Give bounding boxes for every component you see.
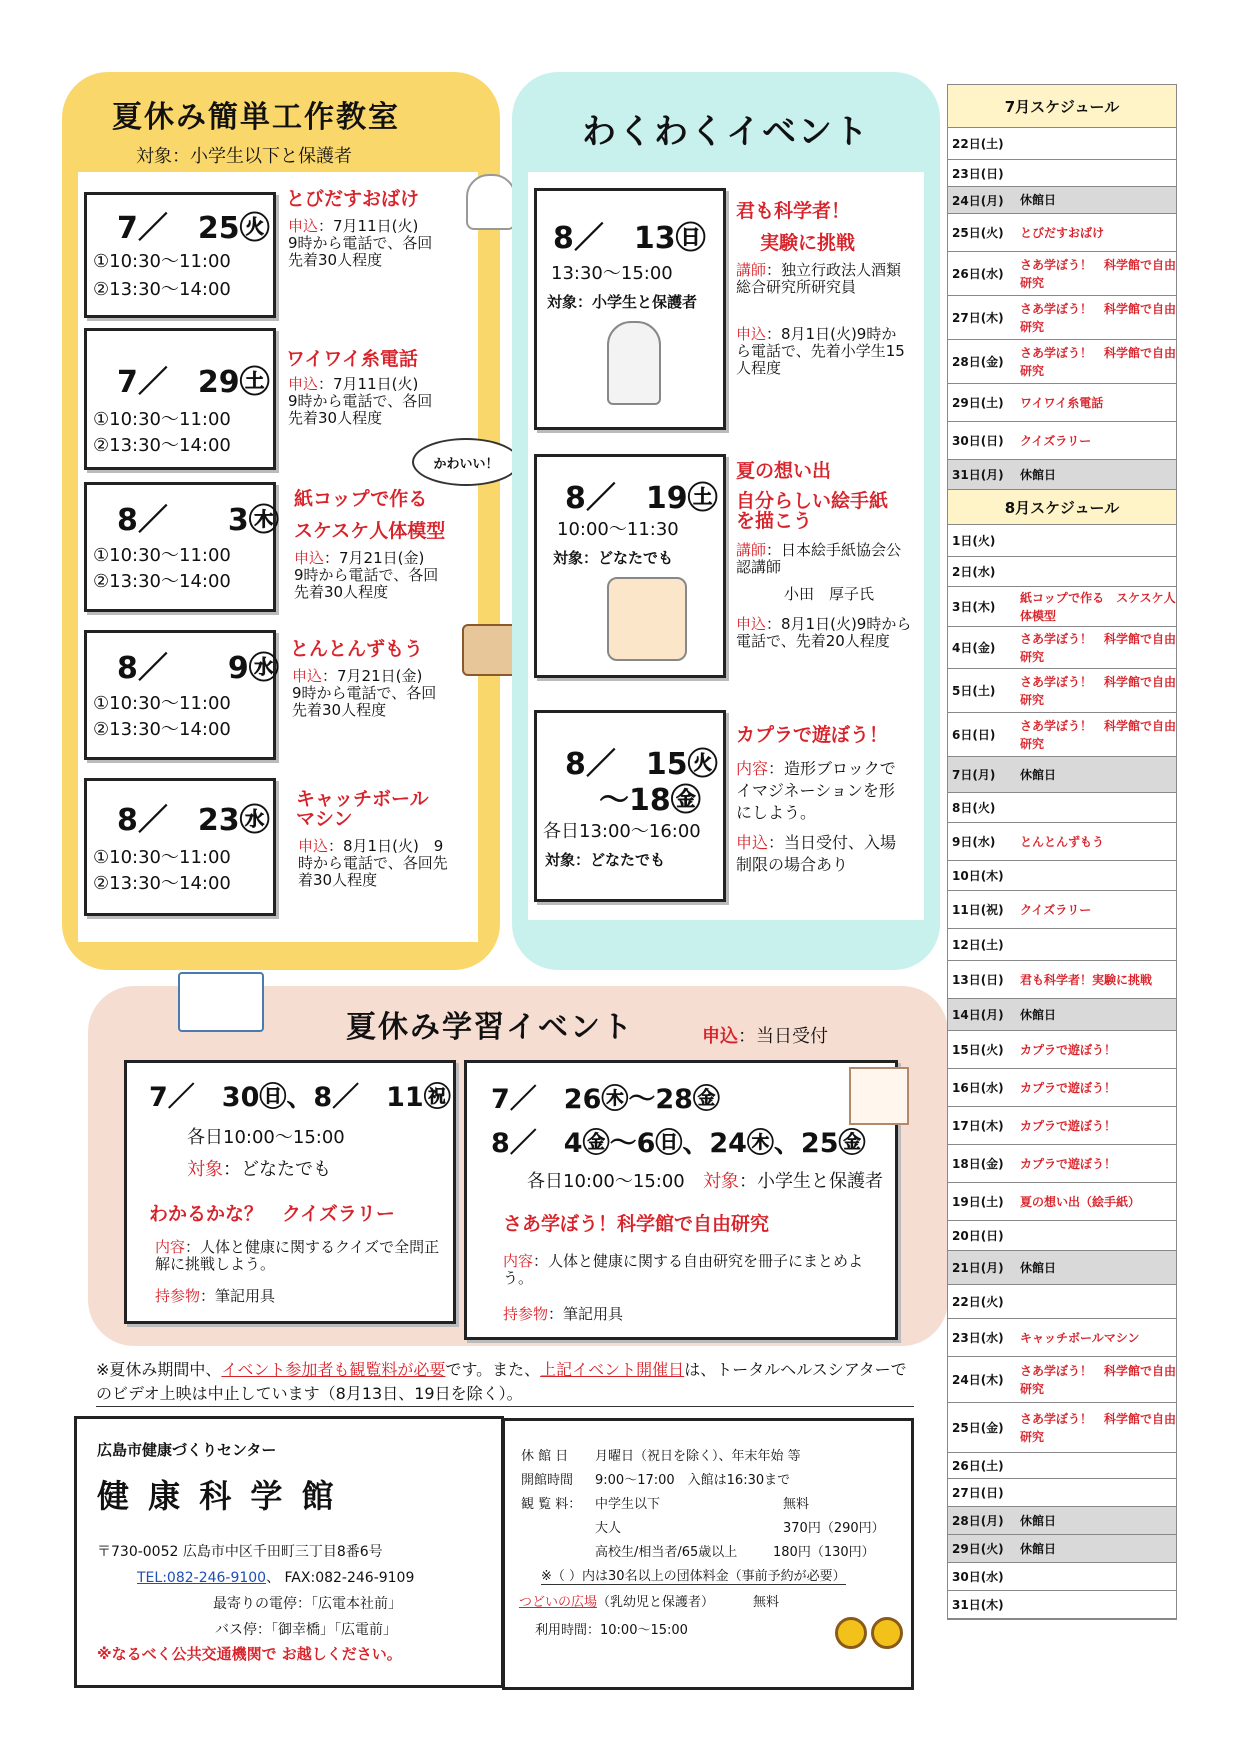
lecturer-label: 講師 <box>736 261 767 279</box>
plaza-fee: 無料 <box>753 1595 780 1610</box>
schedule-row <box>948 525 1176 557</box>
craft-slot2-4: ②13:30〜14:00 <box>93 719 231 740</box>
notice-text <box>96 1358 914 1407</box>
study-right-target-text: ：小学生と保護者 <box>739 1171 883 1192</box>
schedule-event: さあ学ぼう！ 科学館で自由研究 <box>1020 257 1176 290</box>
sunflower-icon <box>871 1617 903 1649</box>
schedule-row <box>948 587 1176 627</box>
study-right-content <box>503 1253 883 1287</box>
craft-apply-text-3: ：7月21日(金) 9時から電話で、各回先着30人程度 <box>294 549 440 601</box>
study-left-target <box>187 1155 331 1181</box>
craft-card-3 <box>84 482 279 612</box>
bring-label: 持参物 <box>503 1305 549 1323</box>
content-label: 内容 <box>155 1238 186 1256</box>
plaza-line <box>519 1591 714 1610</box>
schedule-date: 26日(水) <box>952 267 1004 281</box>
schedule-event: 休館日 <box>1020 193 1057 207</box>
craft-slot2-2: ②13:30〜14:00 <box>93 435 231 456</box>
craft-slot2-3: ②13:30〜14:00 <box>93 571 231 592</box>
schedule-event: カプラで遊ぼう！ <box>1020 1118 1117 1133</box>
study-left-target-text: ：どなたでも <box>223 1159 331 1180</box>
apply-label: 申込 <box>702 1026 738 1047</box>
craft-apply-3 <box>294 550 444 601</box>
fee-price-2: 370円（290円） <box>783 1521 885 1536</box>
schedule-date: 27日(木) <box>952 311 1004 325</box>
waku-content-text-3: ：造形ブロックでイマジネーションを形にしよう。 <box>736 759 896 822</box>
fee-label: 観 覧 料： <box>521 1497 582 1512</box>
craft-date-3: 8／ 3㊍ <box>117 503 279 538</box>
schedule-date: 24日(月) <box>952 193 1004 208</box>
schedule-event: カプラで遊ぼう！ <box>1020 1080 1117 1095</box>
study-right-date1: 7／ 26㊍〜28㊎ <box>491 1084 720 1115</box>
waku-date-1: 8／ 13㊐ <box>553 221 706 256</box>
schedule-date: 27日(日) <box>952 1486 1004 1500</box>
schedule-row <box>948 713 1176 757</box>
plaza-who: （乳幼児と保護者） <box>597 1595 715 1610</box>
waku-card-3 <box>534 710 726 902</box>
study-right-target <box>703 1167 883 1193</box>
study-card-right <box>464 1060 898 1340</box>
schedule-event: とびだすおばけ <box>1020 225 1105 240</box>
schedule-date: 24日(木) <box>952 1373 1004 1387</box>
fee-price-1: 無料 <box>783 1497 810 1512</box>
waku-date-2: 8／ 19㊏ <box>565 481 718 516</box>
schedule-date: 23日(水) <box>952 1331 1004 1345</box>
schedule-date: 6日(日) <box>952 728 996 742</box>
craft-name-2: ワイワイ糸電話 <box>286 348 418 370</box>
schedule-row <box>948 793 1176 823</box>
schedule-row <box>948 669 1176 713</box>
craft-apply-text-4: ：7月21日(金) 9時から電話で、各回先着30人程度 <box>292 667 438 719</box>
schedule-date: 30日(日) <box>952 434 1004 448</box>
schedule-event: 休館日 <box>1020 1260 1057 1275</box>
july-schedule-header: 7月スケジュール <box>948 85 1176 128</box>
bring-label: 持参物 <box>155 1287 201 1305</box>
notice-part-3: です。また、 <box>445 1360 541 1379</box>
schedule-row <box>948 1251 1176 1285</box>
schedule-row <box>948 128 1176 160</box>
fee-who-3: 高校生/相当者/65歳以上 <box>595 1545 738 1560</box>
schedule-row <box>948 422 1176 460</box>
craft-card-5 <box>84 778 276 916</box>
waku-date-3: 8／ 15㊋ <box>565 747 718 782</box>
address: 〒730-0052 広島市中区千田町三丁目8番6号 <box>97 1544 383 1560</box>
schedule-event: キャッチボールマシン <box>1020 1330 1140 1345</box>
craft-name-4: とんとんずもう <box>290 638 424 660</box>
schedule-date: 4日(金) <box>952 641 996 655</box>
speech-bubble: かわいい！ <box>412 438 520 486</box>
schedule-row <box>948 1145 1176 1183</box>
craft-slot1-4: ①10:30〜11:00 <box>93 693 231 714</box>
study-left-content-text: ：人体と健康に関するクイズで全問正解に挑戦しよう。 <box>155 1238 440 1273</box>
schedule-event: カプラで遊ぼう！ <box>1020 1156 1117 1171</box>
schedule-date: 5日(土) <box>952 684 996 698</box>
schedule-row <box>948 1591 1176 1619</box>
schedule-row <box>948 929 1176 961</box>
fee-who-2: 大人 <box>595 1521 622 1536</box>
schedule-row <box>948 1535 1176 1563</box>
apply-label: 申込 <box>288 375 319 393</box>
schedule-date: 25日(金) <box>952 1421 1004 1435</box>
scientist-icon <box>607 321 661 405</box>
study-right-bring <box>503 1303 623 1324</box>
schedule-row <box>948 1357 1176 1403</box>
schedule-date: 17日(木) <box>952 1119 1004 1133</box>
schedule-date: 10日(木) <box>952 869 1004 883</box>
schedule-event: 紙コップで作る スケスケ人体模型 <box>1020 590 1176 623</box>
schedule-event: 休館日 <box>1020 1541 1057 1556</box>
schedule-date: 30日(水) <box>952 1570 1004 1584</box>
craft-apply-1 <box>288 218 438 269</box>
apply-label: 申込 <box>736 615 767 633</box>
schedule-event: 休館日 <box>1020 467 1057 482</box>
schedule-row <box>948 961 1176 999</box>
schedule-row <box>948 557 1176 587</box>
craft-slot1-3: ①10:30〜11:00 <box>93 545 231 566</box>
apply-label: 申込 <box>298 837 329 855</box>
schedule-row <box>948 1403 1176 1453</box>
apply-label: 申込 <box>292 667 323 685</box>
craft-section-title: 夏休み簡単工作教室 <box>112 100 400 135</box>
schedule-date: 11日(祝) <box>952 903 1004 917</box>
study-right-content-text: ：人体と健康に関する自由研究を冊子にまとめよう。 <box>503 1252 864 1287</box>
waku-card-2 <box>534 454 726 678</box>
schedule-date: 2日(水) <box>952 565 996 579</box>
waku-card-1 <box>534 188 726 430</box>
waku-time-2: 10:00〜11:30 <box>557 519 679 540</box>
fax: 、 FAX:082-246-9109 <box>266 1570 415 1586</box>
schedule-event: 君も科学者！実験に挑戦 <box>1020 972 1153 987</box>
schedule-date: 22日(火) <box>952 1295 1004 1309</box>
craft-card-4 <box>84 630 279 760</box>
schedule-row <box>948 823 1176 861</box>
craft-slot1-2: ①10:30〜11:00 <box>93 409 231 430</box>
schedule-event: さあ学ぼう！ 科学館で自由研究 <box>1020 301 1176 334</box>
schedule-row <box>948 296 1176 340</box>
craft-date-2: 7／ 29㊏ <box>117 365 270 400</box>
plaza-time: 利用時間：10:00〜15:00 <box>535 1623 688 1638</box>
contact-line <box>137 1567 414 1587</box>
schedule-event: クイズラリー <box>1020 902 1092 917</box>
craft-name-1: とびだすおばけ <box>286 188 420 210</box>
waku-name-3: カプラで遊ぼう！ <box>736 724 889 746</box>
waku-content-3 <box>736 758 906 824</box>
study-left-content <box>155 1239 445 1273</box>
schedule-event: ワイワイ糸電話 <box>1020 395 1104 410</box>
craft-slot1-5: ①10:30〜11:00 <box>93 847 231 868</box>
july-schedule-rows <box>948 128 1176 490</box>
schedule-date: 15日(火) <box>952 1043 1004 1057</box>
schedule-row <box>948 460 1176 490</box>
study-right-name: さあ学ぼう！科学館で自由研究 <box>503 1213 770 1235</box>
schedule-date: 25日(火) <box>952 226 1004 240</box>
book-icon <box>178 972 264 1032</box>
craft-date-1: 7／ 25㊋ <box>117 211 270 246</box>
visit-info-box <box>502 1418 914 1690</box>
schedule-row <box>948 1319 1176 1357</box>
waku-apply-2 <box>736 616 916 650</box>
craft-apply-4 <box>292 668 442 719</box>
transit-note: ※なるべく公共交通機関で お越しください。 <box>97 1645 402 1663</box>
target-label: 対象 <box>187 1159 223 1180</box>
waku-apply-text-2: ：8月1日(火)9時から電話で、先着20人程度 <box>736 615 912 650</box>
target-label: 対象 <box>703 1171 739 1192</box>
waku-target-2: 対象：どなたでも <box>553 549 674 567</box>
craft-name-3b: スケスケ人体模型 <box>294 520 446 542</box>
schedule-row <box>948 1479 1176 1507</box>
schedule-event: とんとんずもう <box>1020 834 1105 849</box>
fee-price-3: 180円（130円） <box>773 1545 875 1560</box>
study-apply-text: ：当日受付 <box>738 1026 828 1047</box>
craft-slot2-5: ②13:30〜14:00 <box>93 873 231 894</box>
schedule-event: さあ学ぼう！ 科学館で自由研究 <box>1020 631 1176 664</box>
schedule-row <box>948 891 1176 929</box>
craft-name-5b: マシン <box>296 808 353 830</box>
painting-boy-icon <box>607 577 687 661</box>
waku-name-2: 夏の想い出 <box>736 460 832 482</box>
craft-card-1 <box>84 192 276 318</box>
lecturer-label: 講師 <box>736 541 767 559</box>
schedule-row <box>948 1107 1176 1145</box>
schedule-date: 20日(日) <box>952 1229 1004 1243</box>
ghost-icon <box>466 174 516 230</box>
schedule-row <box>948 1183 1176 1221</box>
schedule-date: 1日(火) <box>952 534 996 548</box>
schedule-row <box>948 187 1176 214</box>
fee-who-1: 中学生以下 <box>595 1497 661 1512</box>
schedule-date: 16日(水) <box>952 1081 1004 1095</box>
notice-part-2: イベント参加者も観覧料が必要 <box>221 1360 446 1379</box>
schedule-row <box>948 340 1176 384</box>
org-name: 広島市健康づくりセンター <box>97 1441 277 1459</box>
schedule-date: 28日(金) <box>952 355 1004 369</box>
craft-name-3: 紙コップで作る <box>294 488 428 510</box>
study-left-time: 各日10:00〜15:00 <box>187 1127 345 1148</box>
schedule-table <box>947 84 1177 1620</box>
schedule-event: 夏の想い出（絵手紙） <box>1020 1194 1141 1209</box>
craft-apply-text-5: ：8月1日(火) 9時から電話で、各回先着30人程度 <box>298 837 448 889</box>
schedule-event: 休館日 <box>1020 767 1057 782</box>
schedule-row <box>948 1221 1176 1251</box>
schedule-date: 22日(土) <box>952 137 1004 151</box>
tel-link[interactable]: TEL:082-246-9100 <box>137 1570 267 1586</box>
study-right-bring-text: ：筆記用具 <box>548 1305 624 1323</box>
notice-part-1: ※夏休み期間中、 <box>96 1360 222 1379</box>
notice-part-4: 上記イベント開催日 <box>540 1360 685 1379</box>
schedule-date: 3日(木) <box>952 600 996 614</box>
schedule-date: 12日(土) <box>952 938 1004 952</box>
schedule-row <box>948 1069 1176 1107</box>
schedule-event: さあ学ぼう！ 科学館で自由研究 <box>1020 345 1176 378</box>
schedule-row <box>948 214 1176 252</box>
apply-label: 申込 <box>294 549 325 567</box>
schedule-date: 18日(金) <box>952 1157 1004 1171</box>
schedule-date: 29日(火) <box>952 1542 1004 1556</box>
waku-name-1: 君も科学者！ <box>736 200 851 222</box>
schedule-event: クイズラリー <box>1020 433 1092 448</box>
study-apply <box>702 1022 828 1048</box>
schedule-date: 31日(木) <box>952 1598 1004 1612</box>
schedule-date: 14日(月) <box>952 1008 1004 1022</box>
schedule-row <box>948 1507 1176 1535</box>
craft-date-5: 8／ 23㊌ <box>117 803 270 838</box>
schedule-event: さあ学ぼう！ 科学館で自由研究 <box>1020 1411 1176 1444</box>
waku-target-1: 対象：小学生と保護者 <box>547 293 698 311</box>
waku-lecturer-text-1: ：独立行政法人酒類総合研究所研究員 <box>736 261 902 296</box>
schedule-date: 26日(土) <box>952 1459 1004 1473</box>
study-section-title: 夏休み学習イベント <box>346 1010 634 1045</box>
schedule-event: 休館日 <box>1020 1007 1057 1022</box>
craft-name-5: キャッチボール <box>296 788 429 810</box>
schedule-date: 23日(日) <box>952 166 1004 181</box>
apply-label: 申込 <box>288 217 319 235</box>
schedule-row <box>948 1453 1176 1479</box>
schedule-date: 19日(土) <box>952 1195 1004 1209</box>
schedule-row <box>948 252 1176 296</box>
schedule-row <box>948 384 1176 422</box>
schedule-event: カプラで遊ぼう！ <box>1020 1042 1117 1057</box>
craft-slot1-1: ①10:30〜11:00 <box>93 251 231 272</box>
hours-label: 開館時間 <box>521 1473 574 1488</box>
schedule-row <box>948 627 1176 669</box>
content-label: 内容 <box>503 1252 534 1270</box>
waku-name-2c: を描こう <box>736 510 813 532</box>
august-schedule-header: 8月スケジュール <box>948 490 1176 525</box>
schedule-date: 28日(月) <box>952 1514 1004 1528</box>
closed-days: 月曜日（祝日を除く）、年末年始 等 <box>595 1449 801 1464</box>
schedule-date: 7日(月) <box>952 768 996 782</box>
apply-label: 申込 <box>736 833 769 852</box>
opening-hours: 9:00〜17:00 入館は16:30まで <box>595 1473 791 1488</box>
august-schedule-rows <box>948 525 1176 1619</box>
study-left-date: 7／ 30㊐、8／ 11㊗ <box>149 1082 451 1113</box>
waku-time-1: 13:30〜15:00 <box>551 263 673 284</box>
craft-apply-5 <box>298 838 448 889</box>
waku-apply-3 <box>736 832 906 876</box>
apply-label: 申込 <box>736 325 767 343</box>
study-right-time: 各日10:00〜15:00 <box>527 1171 685 1192</box>
plaza-name: つどいの広場 <box>519 1595 598 1610</box>
waku-lecturer-1 <box>736 262 906 296</box>
closed-label: 休 館 日 <box>521 1449 569 1464</box>
waku-date-3b: 〜18㊎ <box>599 783 701 818</box>
schedule-date: 9日(水) <box>952 835 996 849</box>
waku-name-1b: 実験に挑戦 <box>760 232 856 254</box>
schedule-date: 8日(火) <box>952 801 996 815</box>
schedule-row <box>948 1285 1176 1319</box>
craft-date-4: 8／ 9㊌ <box>117 651 279 686</box>
content-label: 内容 <box>736 759 769 778</box>
museum-info-box <box>74 1416 504 1688</box>
bus-stop: バス停：「御幸橋」「広電前」 <box>215 1622 397 1638</box>
study-left-name: わかるかな？ クイズラリー <box>149 1203 395 1225</box>
craft-apply-text-2: ：7月11日(火) 9時から電話で、各回先着30人程度 <box>288 375 434 427</box>
schedule-row <box>948 160 1176 187</box>
notice-part-5: は、トータルヘルスシアターでのビデオ上映は中止しています（8月13日、19日を除く）。 <box>96 1360 907 1403</box>
waku-lecturer-text-2: ：日本絵手紙協会公認講師 <box>736 541 902 576</box>
schedule-row <box>948 861 1176 891</box>
waku-name-2b: 自分らしい絵手紙 <box>736 490 889 512</box>
study-left-bring <box>155 1285 275 1306</box>
schedule-event: さあ学ぼう！ 科学館で自由研究 <box>1020 674 1176 707</box>
schedule-event: 休館日 <box>1020 1513 1057 1528</box>
schedule-event: さあ学ぼう！ 科学館で自由研究 <box>1020 1363 1176 1396</box>
study-left-bring-text: ：筆記用具 <box>200 1287 276 1305</box>
waku-section-title: わくわくイベント <box>582 112 870 152</box>
waku-lecturer-2 <box>736 542 916 576</box>
waku-apply-text-1: ：8月1日(火)9時から電話で、先着小学生15人程度 <box>736 325 905 377</box>
schedule-row <box>948 999 1176 1031</box>
schedule-date: 31日(月) <box>952 468 1004 482</box>
tram-stop: 最寄りの電停：「広電本社前」 <box>213 1596 402 1612</box>
schedule-row <box>948 1031 1176 1069</box>
craft-card-2 <box>84 328 276 470</box>
study-card-left <box>124 1060 456 1324</box>
waku-apply-1 <box>736 326 906 377</box>
schedule-date: 21日(月) <box>952 1261 1004 1275</box>
waku-apply-text-3: ：当日受付、入場制限の場合あり <box>736 833 897 874</box>
waku-time-3: 各日13:00〜16:00 <box>543 821 701 842</box>
waku-lecturer-name-2: 小田 厚子氏 <box>784 585 875 603</box>
waku-target-3: 対象：どなたでも <box>545 851 666 869</box>
study-right-date2: 8／ 4㊎〜6㊐、24㊍、25㊎ <box>491 1128 866 1159</box>
craft-target: 対象：小学生以下と保護者 <box>136 146 352 167</box>
booklet-photo <box>849 1067 909 1125</box>
schedule-row <box>948 757 1176 793</box>
schedule-event: さあ学ぼう！ 科学館で自由研究 <box>1020 718 1176 751</box>
craft-slot2-1: ②13:30〜14:00 <box>93 279 231 300</box>
museum-name: 健 康 科 学 館 <box>97 1477 338 1515</box>
craft-apply-2 <box>288 376 438 427</box>
schedule-date: 13日(日) <box>952 973 1004 987</box>
group-fee-note: ※（ ）内は30名以上の団体料金（事前予約が必要） <box>541 1565 846 1585</box>
sunflower-icon <box>835 1617 867 1649</box>
craft-apply-text-1: ：7月11日(火) 9時から電話で、各回先着30人程度 <box>288 217 434 269</box>
schedule-date: 29日(土) <box>952 396 1004 410</box>
schedule-row <box>948 1563 1176 1591</box>
